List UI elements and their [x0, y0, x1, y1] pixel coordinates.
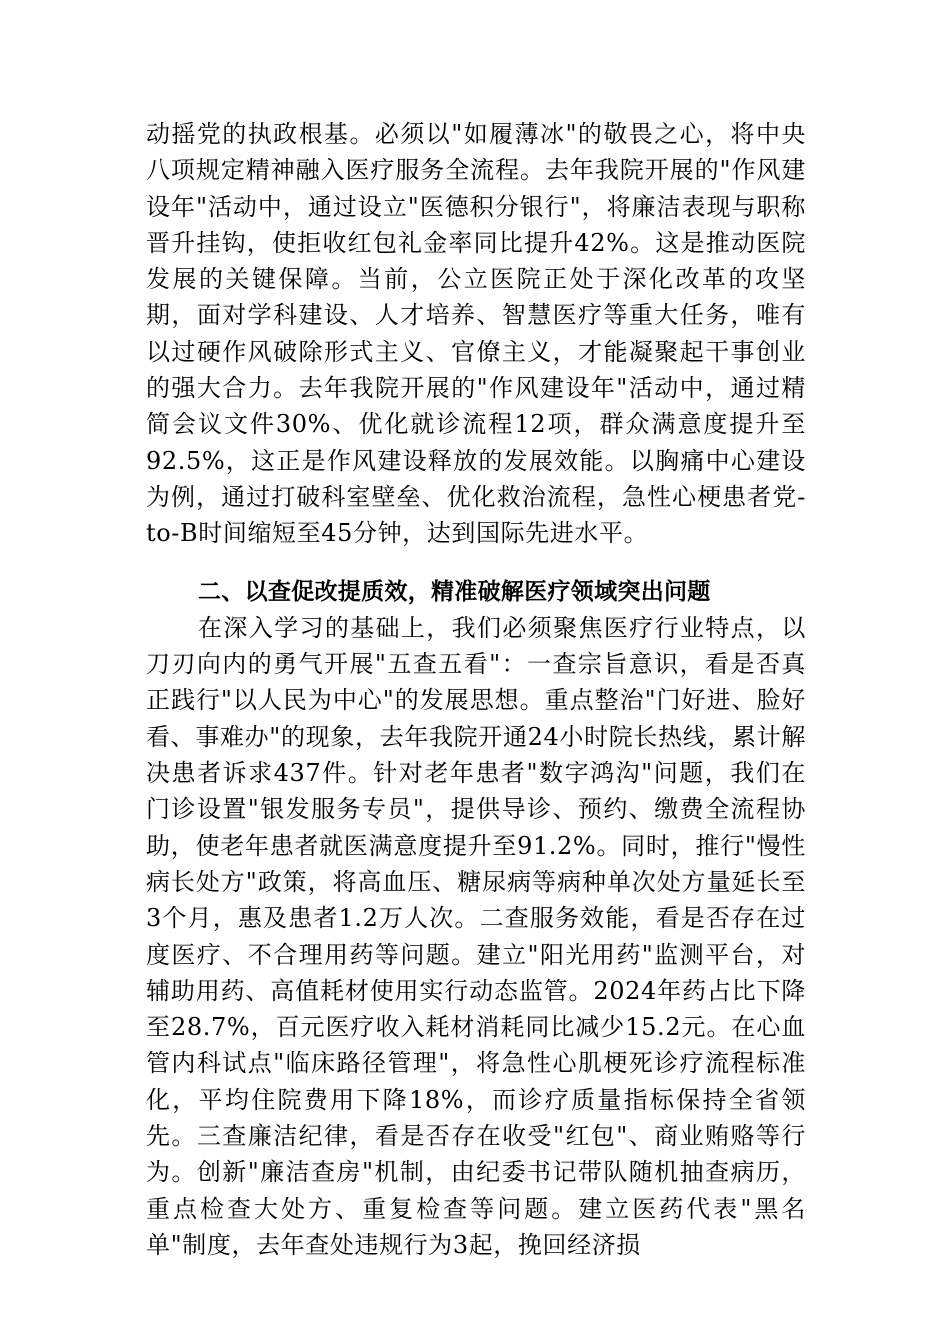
body-paragraph-continued: 动摇党的执政根基。必须以"如履薄冰"的敬畏之心，将中央八项规定精神融入医疗服务全流程。去年我院开展的"作风建设年"活动中，通过设立"医德积分银行"，将廉洁表现与职称晋升挂钩，使拒收红包礼金率同比提升42%。这是推动医院发展的关键保障。当前，公立医院正处于深化改革的攻坚期，面对学科建设、人才培养、智慧医疗等重大任务，唯有以过硬作风破除形式主义、官僚主义，才能凝聚起干事创业的强大合力。去年我院开展的"作风建设年"活动中，通过精简会议文件30%、优化就诊流程12项，群众满意度提升至92.5%，这正是作风建设释放的发展效能。以胸痛中心建设为例，通过打破科室壁垒、优化救治流程，急性心梗患者党-to-B时间缩短至45分钟，达到国际先进水平。	[146, 120, 806, 548]
section-heading: 二、以查促改提质效，精准破解医疗领域突出问题	[198, 578, 711, 605]
body-paragraph: 在深入学习的基础上，我们必须聚焦医疗行业特点，以刀刃向内的勇气开展"五查五看"：一查宗旨意识，看是否真正践行"以人民为中心"的发展思想。重点整治"门好进、脸好看、事难办"的现象，去年我院开通24小时院长热线，累计解决患者诉求437件。针对老年患者"数字鸿沟"问题，我们在门诊设置"银发服务专员"，提供导诊、预约、缴费全流程协助，使老年患者就医满意度提升至91.2%。同时，推行"慢性病长处方"政策，将高血压、糖尿病等病种单次处方量延长至3个月，惠及患者1.2万人次。二查服务效能，看是否存在过度医疗、不合理用药等问题。建立"阳光用药"监测平台，对辅助用药、高值耗材使用实行动态监管。2024年药占比下降至28.7%，百元医疗收入耗材消耗同比减少15.2元。在心血管内科试点"临床路径管理"，将急性心肌梗死诊疗流程标准化，平均住院费用下降18%，而诊疗质量指标保持全省领先。三查廉洁纪律，看是否存在收受"红包"、商业贿赂等行为。创新"廉洁查房"机制，由纪委书记带队随机抽查病历，重点检查大处方、重复检查等问题。建立医药代表"黑名单"制度，去年查处违规行为3起，挽回经济损	[146, 613, 806, 1259]
document-body	[146, 116, 806, 1263]
